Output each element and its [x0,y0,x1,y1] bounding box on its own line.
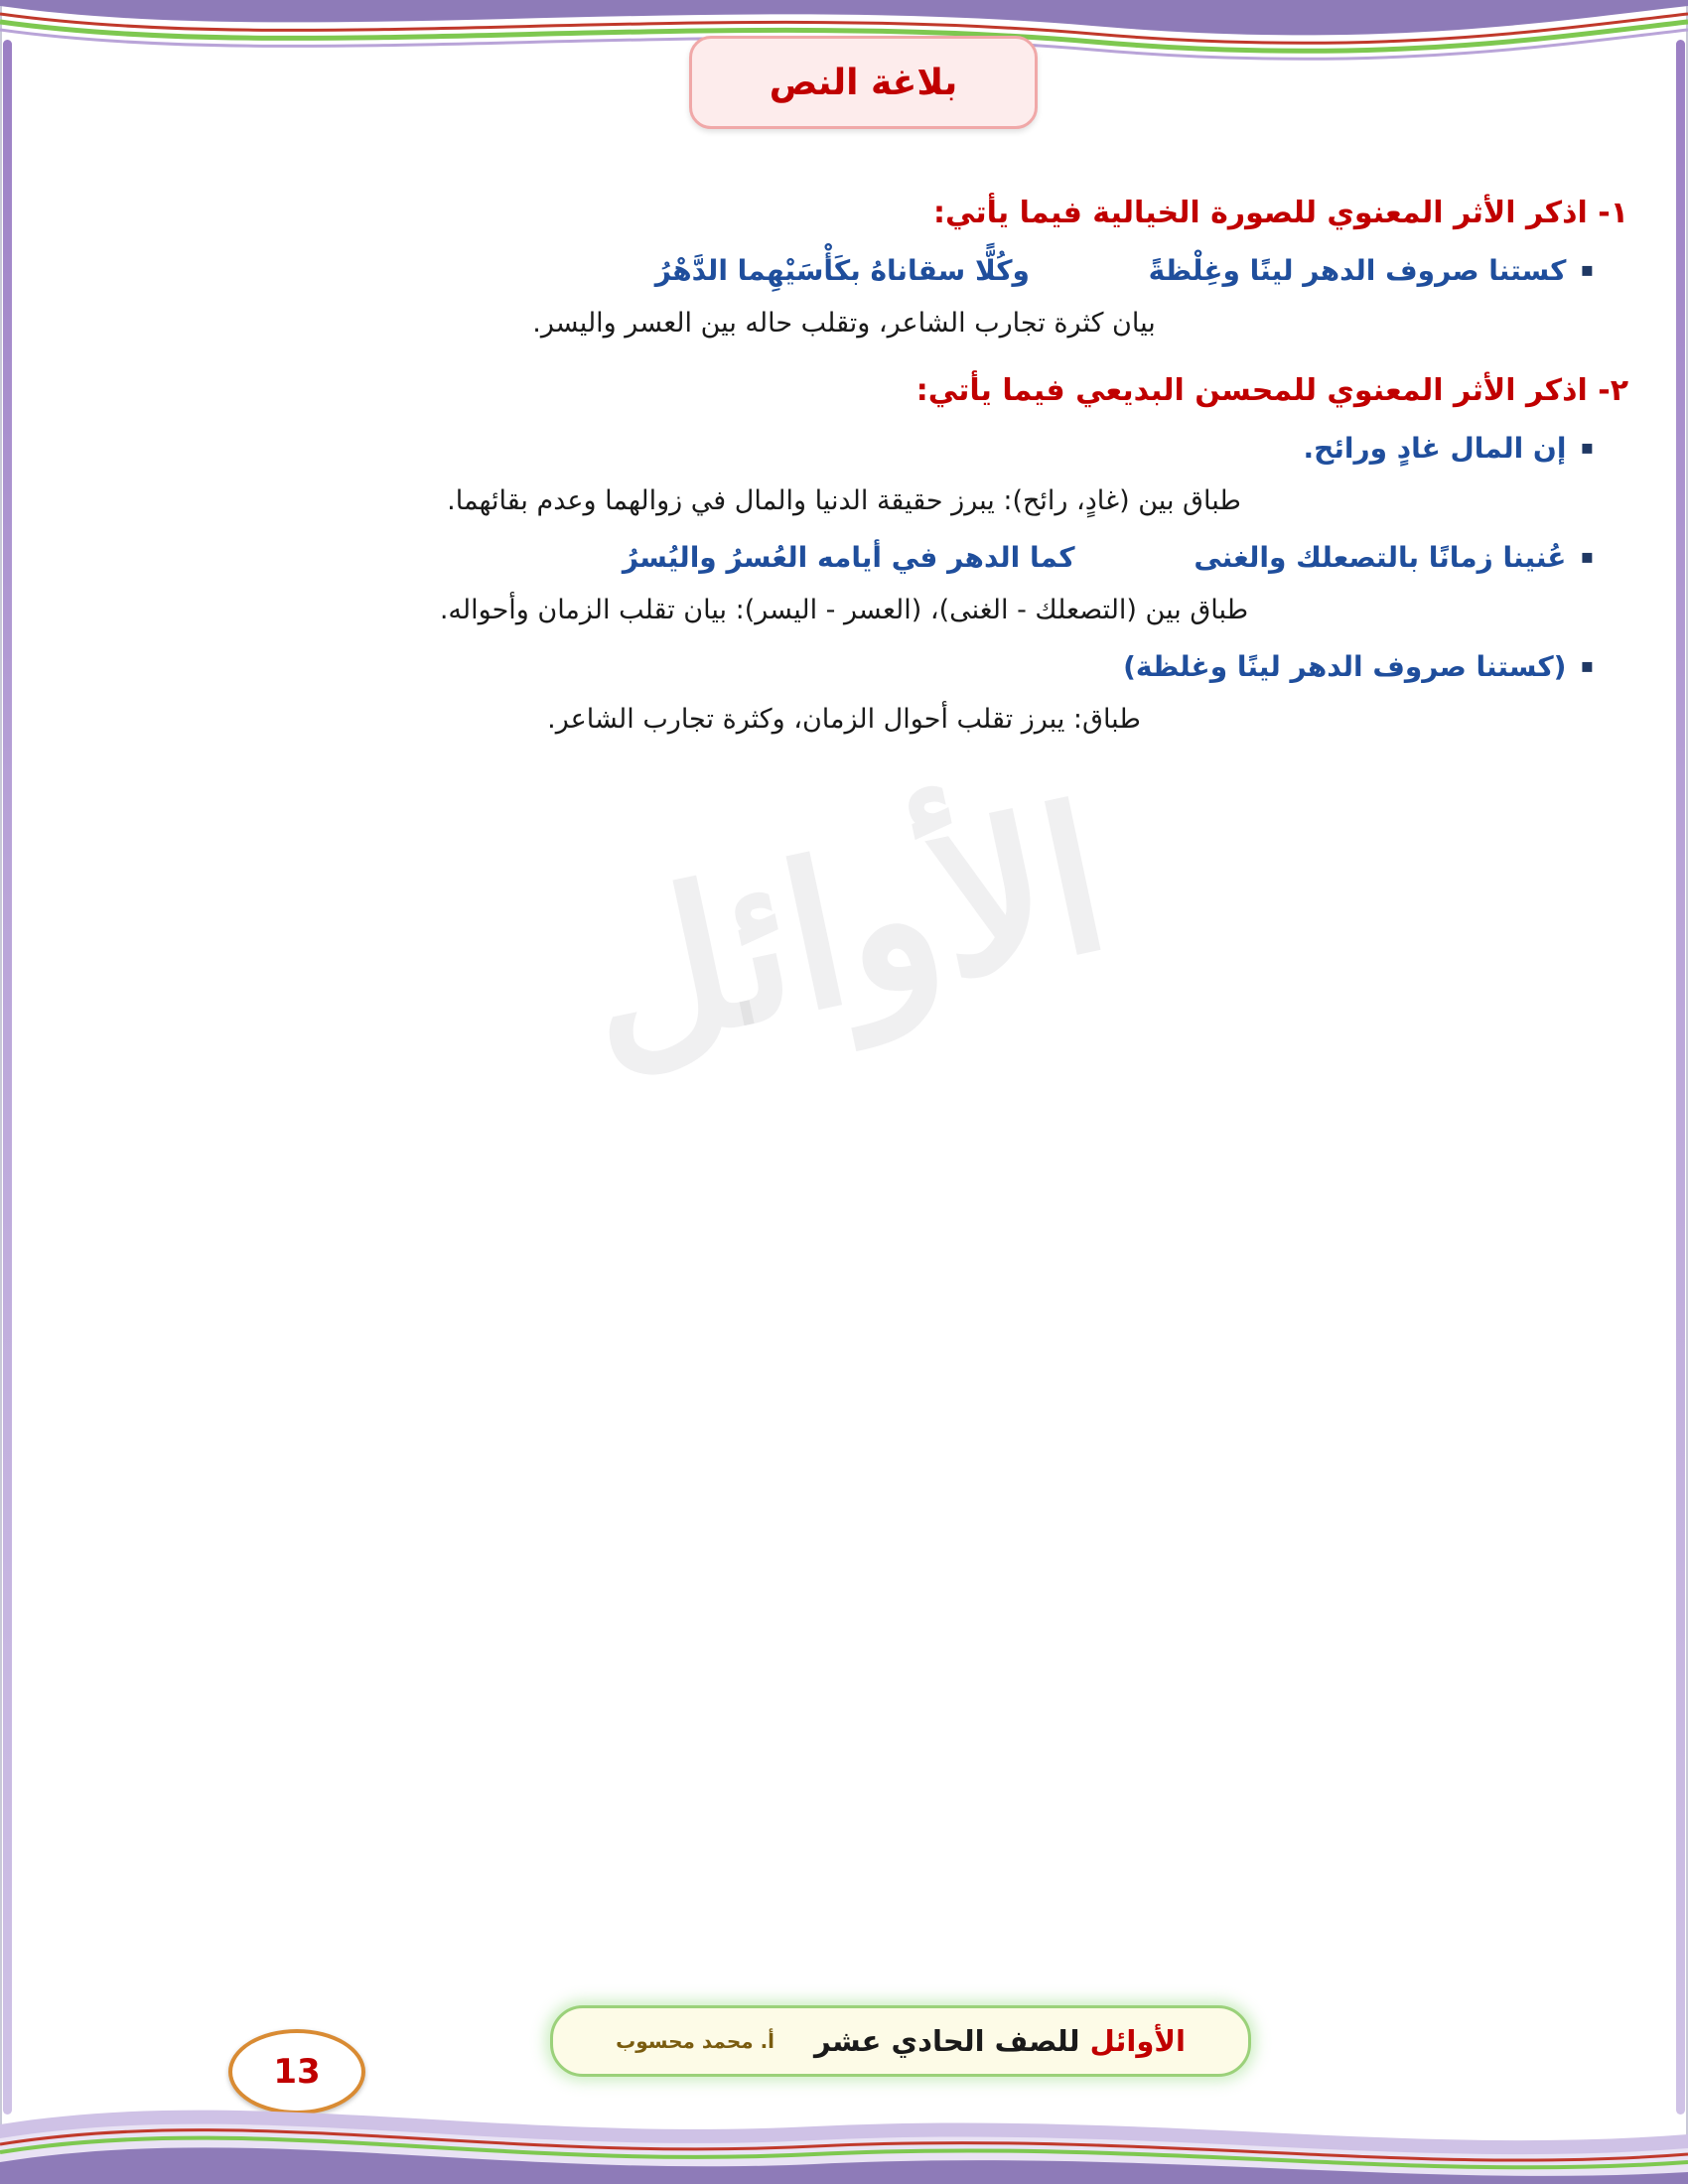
answer-text-1: بيان كثرة تجارب الشاعر، وتقلب حاله بين العسر واليسر. [532,307,1156,339]
answer-text-2: طباق بين (غادٍ، رائح): يبرز حقيقة الدنيا والمال في زوالهما وعدم بقائهما. [447,484,1241,516]
watermark: الأوائل [562,761,1126,1100]
hemistich-1: (كستنا صروف الدهر لينًا وغلظة) [1123,650,1567,684]
document-content [60,169,1628,752]
verse-text-1 [94,249,1566,294]
page-number-value: 13 [273,2052,321,2092]
bullet-square-icon: ▪ [1580,257,1594,281]
page-title-box [689,36,1038,129]
answer-text-3: طباق بين (التصعلك - الغنى)، (العسر - اليسر): بيان تقلب الزمان وأحواله. [439,594,1249,625]
question-heading-1: ١- اذكر الأثر المعنوي للصورة الخيالية فيما يأتي: [932,196,1628,230]
hemistich-2: وكُلًّا سقاناهُ بكَأْسَيْهِما الدَّهْرُ [654,254,1030,287]
verse-line-1 [94,249,1594,294]
verse-text-2 [94,427,1566,472]
footer-author: أ. محمد محسوب [616,2029,775,2053]
footer-subtitle: للصف الحادي عشر [814,2024,1090,2058]
hemistich-2: كما الدهر في أيامه العُسرُ واليُسرُ [622,541,1075,575]
footer-title [814,2024,1186,2058]
answer-text-4: طباق: يبرز تقلب أحوال الزمان، وكثرة تجارب الشاعر. [547,703,1141,735]
hemistich-1: إن المال غادٍ ورائح. [1303,432,1567,466]
footer-brand: الأوائل [1089,2024,1186,2058]
right-side-strip [1676,40,1685,2115]
bullet-square-icon: ▪ [1580,435,1594,460]
question-heading-2: ٢- اذكر الأثر المعنوي للمحسن البديعي فيما يأتي: [915,373,1628,409]
hemistich-1: عُنينا زمانًا بالتصعلك والغنى [1194,541,1567,575]
verse-text-3 [94,536,1566,581]
page-title: بلاغة النص [769,62,958,103]
verse-line-4 [94,645,1594,690]
hemistich-1: كستنا صروف الدهر لينًا وغِلْظةً [1148,254,1567,287]
verse-line-3 [94,536,1594,581]
bullet-square-icon: ▪ [1580,544,1594,569]
bottom-wave-svg [0,2065,1688,2184]
bullet-square-icon: ▪ [1580,653,1594,678]
left-side-strip [3,40,12,2115]
verse-text-4 [94,645,1566,690]
bottom-decorative-wave [0,2065,1688,2184]
verse-line-2 [94,427,1594,472]
